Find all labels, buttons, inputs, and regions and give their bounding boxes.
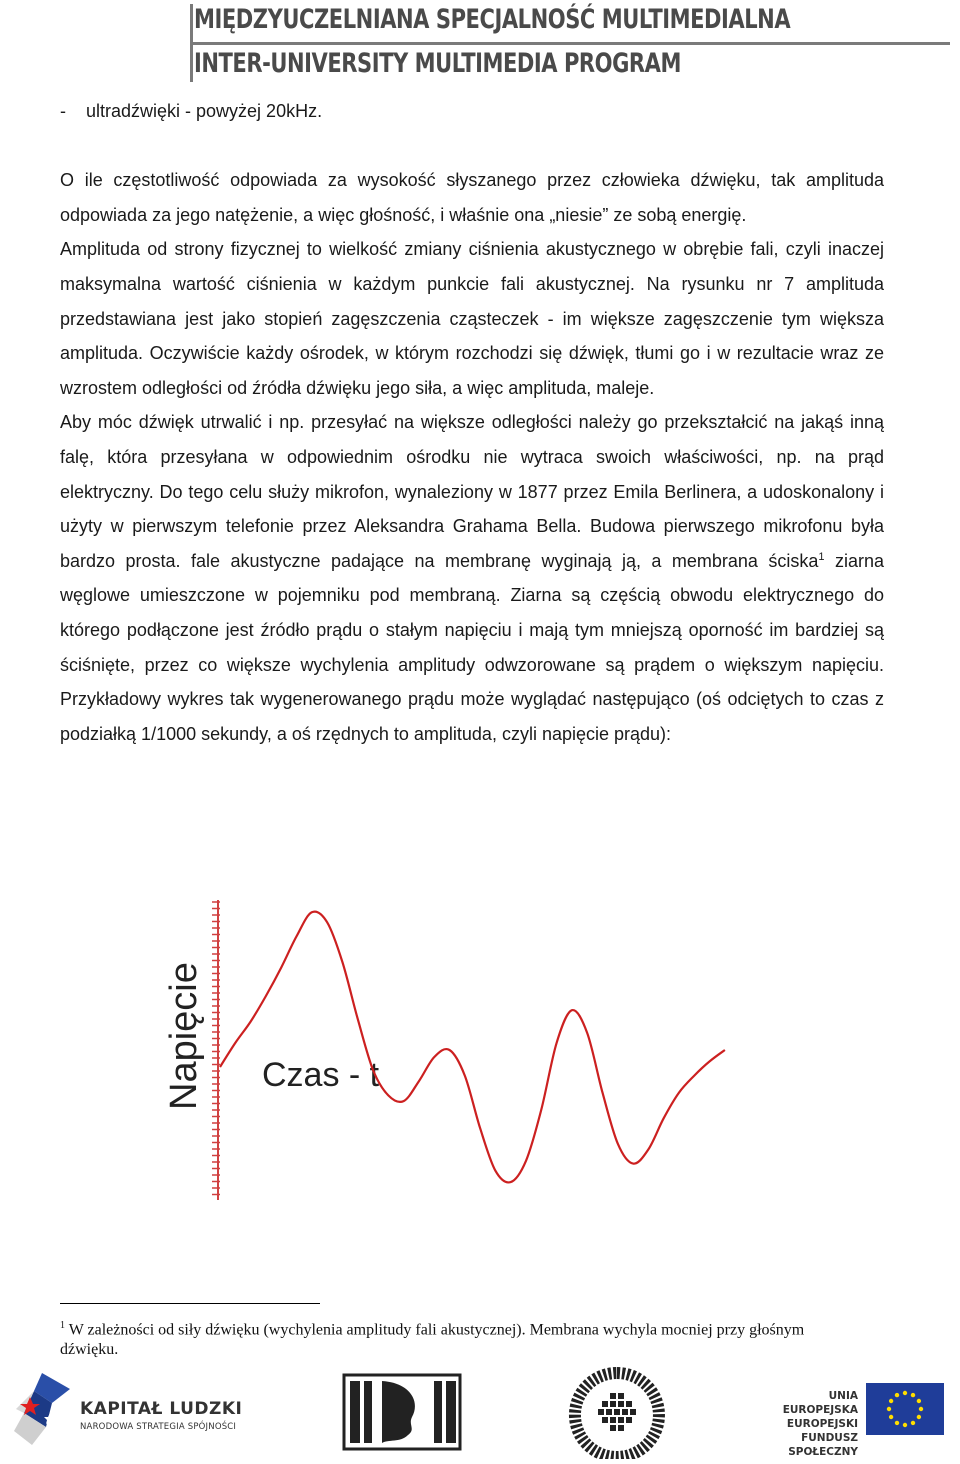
eu-star-icon [889,1415,893,1419]
header-title-pl: MIĘDZYUCZELNIANA SPECJALNOŚĆ MULTIMEDIALNA [194,4,791,35]
series-line-voltage [220,912,725,1183]
body-text [60,94,884,751]
eu-star-icon [917,1399,921,1403]
header-title-en: INTER-UNIVERSITY MULTIMEDIA PROGRAM [194,48,682,79]
paragraph-microphone-part2: ziarna węglowe umieszczone w pojemniku pod membraną. Ziarna są częścią obwodu elektrycznego do którego podłączone jest źródło prądu o stałym napięciu i mają tym mniejszą oporność im bardziej są ściśnięte, przez co większe wychylenia amplitudy odwzorowane są prądem o większym napięciu. Przykładowy wykres tak wygenerowanego prądu może wyglądać następująco (oś odciętych to czas z podziałką 1/1000 sekundy, a oś rzędnych to amplituda, czyli napięcie prądu): [60,550,884,744]
eu-star-icon [895,1421,899,1425]
kapital-ludzki-title: KAPITAŁ LUDZKI [80,1399,243,1419]
kapital-ludzki-logo [12,1369,292,1449]
eu-star-icon [903,1391,907,1395]
eu-logo [750,1383,950,1458]
paragraph-microphone [60,405,884,751]
chart-svg [150,880,870,1210]
footnote-text: W zależności od siły dźwięku (wychylenia amplitudy fali akustycznej). Membrana wychyla mocniej przy głośnym dźwięku. [60,1321,805,1359]
kapital-ludzki-emblem-icon [12,1369,74,1449]
y-axis-label: Napięcie [163,962,205,1110]
eu-star-icon [917,1415,921,1419]
paragraph-frequency-amplitude: O ile częstotliwość odpowiada za wysokość słyszanego przez człowieka dźwięku, tak amplituda odpowiada za jego natężenie, a więc głośność, i właśnie ona „niesie” ze sobą energię. [60,170,884,225]
paragraph-amplitude-physics: Amplituda od strony fizycznej to wielkość zmiany ciśnienia akustycznego w obrębie fali, czyli inaczej maksymalna wartość ciśnienia w każdym punkcie fali akustycznej. Na rysunku nr 7 amplituda przedstawiana jest jako stopień zagęszczenia cząsteczek - im większe zagęszczenie tym większa amplituda. Oczywiście każdy ośrodek, w którym rozchodzi się dźwięk, tłumi go i w rezultacie wraz ze wzrostem odległości od źródła dźwięku jego siła, a więc amplituda, maleje. [60,239,884,398]
eu-star-icon [887,1407,891,1411]
eu-star-icon [911,1393,915,1397]
eu-line1: UNIA EUROPEJSKA [782,1390,858,1416]
eu-star-icon [919,1407,923,1411]
footnote-separator [60,1303,320,1304]
voltage-time-chart [150,880,870,1210]
eu-star-icon [889,1399,893,1403]
footnote-reference[interactable]: 1 [818,550,825,563]
page-footer [0,1365,960,1459]
eu-flag-icon [866,1383,944,1435]
bullet-item: - ultradźwięki - powyżej 20kHz. [60,101,323,121]
kapital-ludzki-subtitle: NARODOWA STRATEGIA SPÓJNOŚCI [80,1422,237,1432]
x-axis-label: Czas - t [262,1056,380,1094]
eu-logo-text [750,1389,858,1459]
paragraph-microphone-part1: Aby móc dźwięk utrwalić i np. przesyłać na większe odległości należy go przekształcić na jakąś inną falę, która przesyłana w odpowiednim ośrodku nie wytraca swoich właściwości, np. na prąd elektryczny. Do tego celu służy mikrofon, wynaleziony w 1877 przez Emila Berlinera, a udoskonalony i użyty w pierwszym telefonie przez Aleksandra Grahama Bella. Budowa pierwszego mikrofonu była bardzo prosta. fale akustyczne padające na membranę wyginają ją, a membrana ściska [60,412,884,571]
header-horizontal-rule [190,42,950,45]
footnote-number: 1 [60,1320,65,1331]
eu-line2: EUROPEJSKI [786,1418,858,1430]
footnote [60,1316,860,1360]
eu-star-icon [903,1423,907,1427]
eu-star-icon [911,1421,915,1425]
asp-warsaw-logo [562,1365,672,1459]
eu-line3: FUNDUSZ SPOŁECZNY [788,1432,858,1458]
asp-emblem-icon [562,1365,672,1459]
eu-star-icon [895,1393,899,1397]
profile-logo-icon [342,1373,462,1451]
page-header [190,4,960,82]
